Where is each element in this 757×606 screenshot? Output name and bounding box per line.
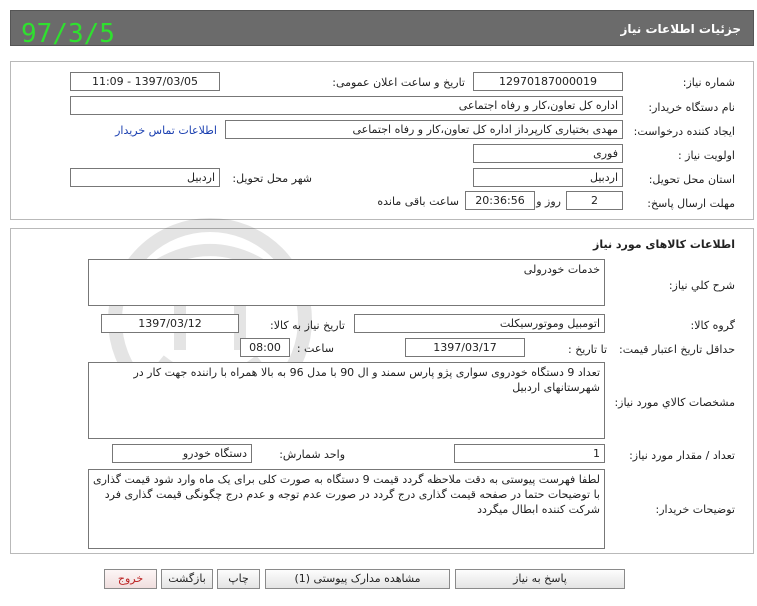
buyer-notes-field: لطفا فهرست پیوستی به دقت ملاحظه گردد قیمت 9 دستگاه به صورت کلی برای یک ماه وارد شود قیمت گذاری با توضیحات حتما در صفحه قیمت گذاری درج گردد در صورت عدم توجه و عدم درج چگونگی قیمت گذاری فرد شرکت کننده ابطال میگردد — [88, 469, 605, 549]
goods-group-field: اتومبیل وموتورسیکلت — [354, 314, 605, 333]
print-button[interactable]: چاپ — [217, 569, 260, 589]
specs-label: مشخصات کالاي مورد نياز: — [614, 396, 735, 409]
time-field: 20:36:56 — [465, 191, 535, 210]
view-attachments-button[interactable]: مشاهده مدارک پیوستی (1) — [265, 569, 450, 589]
back-button[interactable]: بازگشت — [161, 569, 213, 589]
unit-field: دستگاه خودرو — [112, 444, 252, 463]
unit-label: واحد شمارش: — [279, 448, 345, 461]
need-date-field: 1397/03/12 — [101, 314, 239, 333]
buyer-label: نام دستگاه خریدار: — [648, 101, 735, 114]
page-title: جزئیات اطلاعات نیاز — [620, 22, 741, 36]
buyer-notes-label: توضیحات خریدار: — [655, 503, 735, 516]
announce-label: تاریخ و ساعت اعلان عمومی: — [332, 76, 465, 89]
specs-field: تعداد 9 دستگاه خودروی سواری پژو پارس سمند و ال 90 با مدل 96 به بالا همراه با راننده جهت کار در شهرستانهای اردبیل — [88, 362, 605, 439]
qty-field: 1 — [454, 444, 605, 463]
hour-label: ساعت : — [296, 342, 334, 355]
exit-button[interactable]: خروج — [104, 569, 157, 589]
priority-label: اولویت نیاز : — [677, 149, 735, 162]
min-valid-label: حداقل تاریخ اعتبار قیمت: — [619, 343, 735, 356]
province-label: استان محل تحویل: — [648, 173, 735, 186]
city-field: اردبیل — [70, 168, 220, 187]
reply-button[interactable]: پاسخ به نیاز — [455, 569, 625, 589]
hour-field: 08:00 — [240, 338, 290, 357]
contact-buyer-link[interactable]: اطلاعات تماس خریدار — [115, 124, 217, 137]
qty-label: تعداد / مقدار مورد نياز: — [629, 449, 735, 462]
deadline-label: مهلت ارسال پاسخ: — [647, 197, 735, 210]
general-desc-label: شرح کلي نياز: — [668, 279, 735, 292]
buyer-field: اداره کل تعاون،کار و رفاه اجتماعی — [70, 96, 623, 115]
province-field: اردبیل — [473, 168, 623, 187]
need-number-field: 12970187000019 — [473, 72, 623, 91]
need-date-label: تاریخ نیاز به کالا: — [270, 319, 345, 332]
general-desc-field: خدمات خودرولی — [88, 259, 605, 306]
need-number-label: شماره نیاز: — [682, 76, 735, 89]
creator-field: مهدی بختیاری کارپرداز اداره کل تعاون،کار و رفاه اجتماعی — [225, 120, 623, 139]
page-header — [10, 10, 754, 49]
until-date-label: تا تاریخ : — [568, 343, 607, 356]
days-field: 2 — [566, 191, 623, 210]
city-label: شهر محل تحویل: — [232, 172, 312, 185]
priority-field: فوری — [473, 144, 623, 163]
creator-label: ایجاد کننده درخواست: — [633, 125, 735, 138]
announce-field: 1397/03/05 - 11:09 — [70, 72, 220, 91]
goods-section-title: اطلاعات کالاهای مورد نیاز — [593, 238, 735, 251]
days-label: روز و — [536, 195, 561, 208]
until-date-field: 1397/03/17 — [405, 338, 525, 357]
date-stamp: 97/3/5 — [21, 19, 115, 49]
goods-group-label: گروه کالا: — [690, 319, 735, 332]
remaining-label: ساعت باقی مانده — [377, 195, 459, 208]
